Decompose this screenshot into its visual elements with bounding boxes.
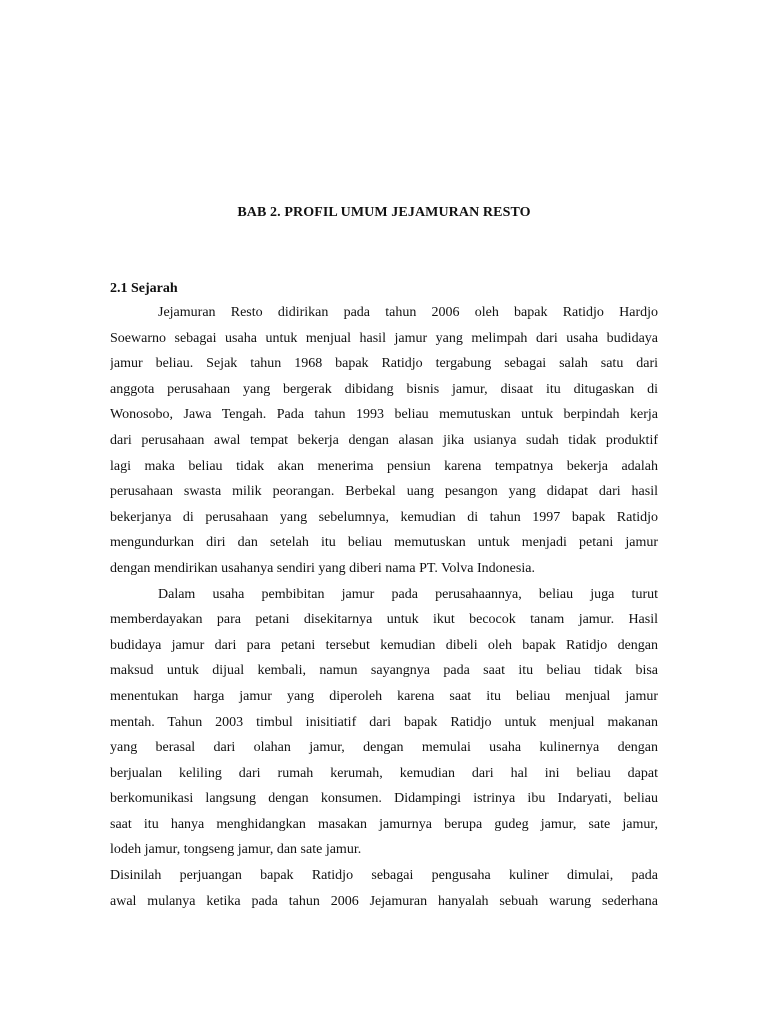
paragraph-line: awal mulanya ketika pada tahun 2006 Jejamuran hanyalah sebuah warung sederhana — [110, 893, 658, 909]
paragraph-line: maksud untuk dijual kembali, namun sayangnya pada saat itu beliau tidak bisa — [110, 663, 658, 679]
paragraph-line: dari perusahaan awal tempat bekerja dengan alasan jika usianya sudah tidak produktif — [110, 432, 658, 448]
section-body — [110, 300, 658, 914]
paragraph-line: perusahaan swasta milik peorangan. Berbekal uang pesangon yang didapat dari hasil — [110, 484, 658, 500]
paragraph-line: bekerjanya di perusahaan yang sebelumnya, kemudian di tahun 1997 bapak Ratidjo — [110, 509, 658, 525]
paragraph-line: Wonosobo, Jawa Tengah. Pada tahun 1993 beliau memutuskan untuk berpindah kerja — [110, 407, 658, 423]
section-heading: 2.1 Sejarah — [110, 281, 178, 296]
paragraph-line: lagi maka beliau tidak akan menerima pensiun karena tempatnya bekerja adalah — [110, 458, 658, 474]
paragraph-line: memberdayakan para petani disekitarnya untuk ikut becocok tanam jamur. Hasil — [110, 612, 658, 628]
paragraph-line: dengan mendirikan usahanya sendiri yang diberi nama PT. Volva Indonesia. — [110, 560, 535, 576]
paragraph-line: saat itu hanya menghidangkan masakan jamurnya berupa gudeg jamur, sate jamur, — [110, 816, 658, 832]
paragraph-line: lodeh jamur, tongseng jamur, dan sate jamur. — [110, 842, 362, 858]
paragraph-line: berjualan keliling dari rumah kerumah, kemudian dari hal ini beliau dapat — [110, 765, 658, 781]
paragraph-line: Disinilah perjuangan bapak Ratidjo sebagai pengusaha kuliner dimulai, pada — [110, 868, 658, 884]
paragraph-line: Dalam usaha pembibitan jamur pada perusahaannya, beliau juga turut — [158, 586, 658, 602]
paragraph-line: mentah. Tahun 2003 timbul inisitiatif dari bapak Ratidjo untuk menjual makanan — [110, 714, 658, 730]
paragraph-line: mengundurkan diri dan setelah itu beliau memutuskan untuk menjadi petani jamur — [110, 535, 658, 551]
paragraph-line: menentukan harga jamur yang diperoleh karena saat itu beliau menjual jamur — [110, 688, 658, 704]
paragraph-line: jamur beliau. Sejak tahun 1968 bapak Ratidjo tergabung sebagai salah satu dari — [110, 356, 658, 372]
paragraph-line: Jejamuran Resto didirikan pada tahun 2006 oleh bapak Ratidjo Hardjo — [158, 305, 658, 320]
paragraph-line: budidaya jamur dari para petani tersebut kemudian dibeli oleh bapak Ratidjo dengan — [110, 637, 658, 653]
paragraph-line: berkomunikasi langsung dengan konsumen. Didampingi istrinya ibu Indaryati, beliau — [110, 791, 658, 807]
chapter-title: BAB 2. PROFIL UMUM JEJAMURAN RESTO — [237, 205, 531, 220]
paragraph-line: yang berasal dari olahan jamur, dengan memulai usaha kulinernya dengan — [110, 740, 658, 756]
paragraph-line: anggota perusahaan yang bergerak dibidang bisnis jamur, disaat itu ditugaskan di — [110, 381, 658, 397]
paragraph-line: Soewarno sebagai usaha untuk menjual hasil jamur yang melimpah dari usaha budidaya — [110, 330, 658, 346]
